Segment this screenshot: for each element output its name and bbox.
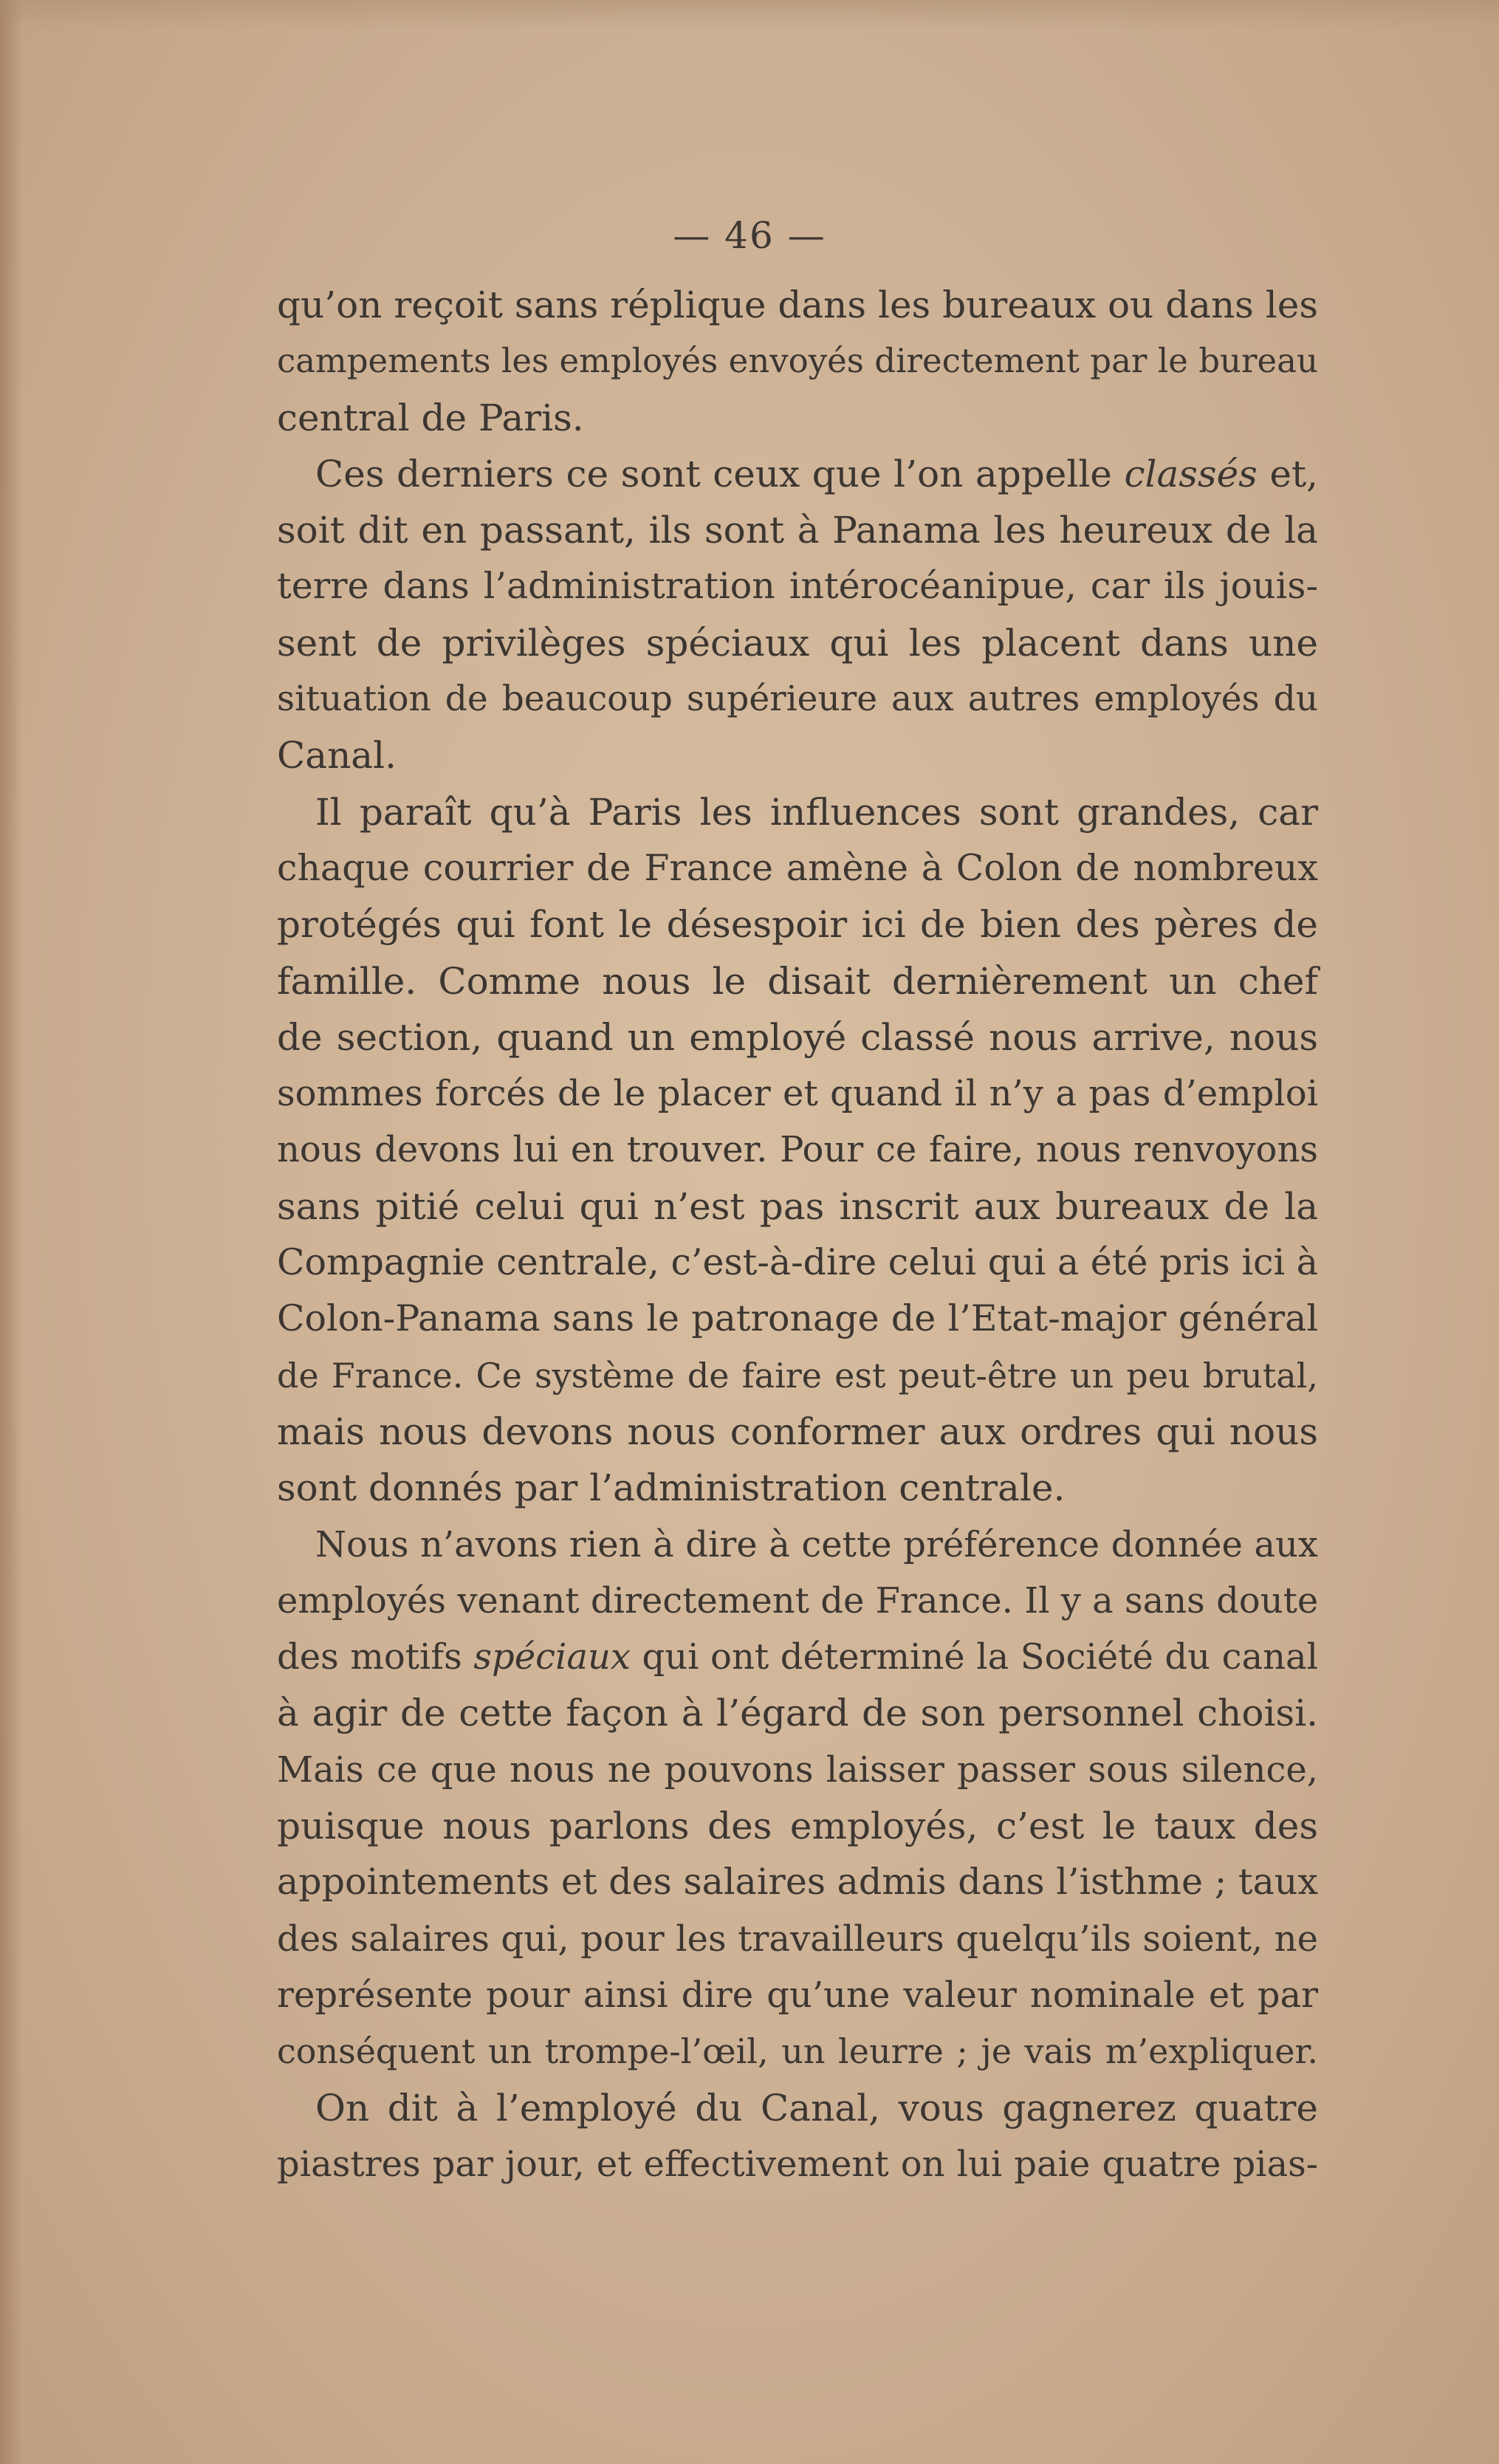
text-line: représente pour ainsi dire qu’une valeur nominale et par xyxy=(277,1974,1318,2016)
body-text xyxy=(277,277,1318,2192)
text-line: de France. Ce système de faire est peut-être un peu brutal, xyxy=(277,1355,1318,1396)
text-line: appointements et des salaires admis dans l’isthme ; taux xyxy=(277,1861,1318,1904)
text-line: qu’on reçoit sans réplique dans les bureaux ou dans les xyxy=(277,284,1318,326)
page-top-shadow xyxy=(0,0,1499,30)
text-segment: et, xyxy=(1257,452,1318,495)
page-edge-shadow xyxy=(0,0,22,2464)
page-number: — 46 — xyxy=(673,214,826,257)
text-line: Nous n’avons rien à dire à cette préférence donnée aux xyxy=(315,1523,1318,1565)
text-line: terre dans l’administration intérocéanipue, car ils jouis- xyxy=(277,565,1318,608)
text-line: sommes forcés de le placer et quand il n’y a pas d’emploi xyxy=(277,1073,1318,1115)
text-line: de section, quand un employé classé nous arrive, nous xyxy=(277,1015,1318,1059)
text-line: central de Paris. xyxy=(277,396,584,439)
text-line: des salaires qui, pour les travailleurs quelqu’ils soient, ne xyxy=(277,1918,1318,1960)
text-line: soit dit en passant, ils sont à Panama les heureux de la xyxy=(277,509,1318,552)
text-segment: Ces derniers ce sont ceux que l’on appelle xyxy=(315,452,1125,495)
text-line: Canal. xyxy=(277,734,397,778)
text-line: à agir de cette façon à l’égard de son personnel choisi. xyxy=(277,1692,1318,1735)
italic-word: spéciaux xyxy=(473,1636,631,1678)
text-segment: qui ont déterminé la Société du canal xyxy=(630,1636,1319,1678)
text-line: sans pitié celui qui n’est pas inscrit aux bureaux de la xyxy=(277,1184,1318,1228)
text-line: campements les employés envoyés directement par le bureau xyxy=(277,341,1318,381)
text-line: protégés qui font le désespoir ici de bien des pères de xyxy=(277,903,1318,947)
text-line: famille. Comme nous le disait dernièrement un chef xyxy=(277,959,1318,1003)
text-line xyxy=(277,446,1318,502)
text-line: Mais ce que nous ne pouvons laisser passer sous silence, xyxy=(277,1749,1318,1791)
text-line: sont donnés par l’administration centrale. xyxy=(277,1466,1066,1510)
text-line: Il paraît qu’à Paris les influences sont grandes, car xyxy=(315,790,1318,834)
text-line: chaque courrier de France amène à Colon de nombreux xyxy=(277,846,1318,889)
text-line: piastres par jour, et effectivement on lui paie quatre pias- xyxy=(277,2143,1318,2185)
text-line: sent de privilèges spéciaux qui les placent dans une xyxy=(277,621,1318,665)
text-line: situation de beaucoup supérieure aux autres employés du xyxy=(277,679,1318,720)
text-segment: des motifs xyxy=(277,1636,474,1678)
text-line xyxy=(277,1629,1318,1685)
text-line: mais nous devons nous conformer aux ordres qui nous xyxy=(277,1410,1318,1453)
text-line: Colon-Panama sans le patronage de l’Etat-major général xyxy=(277,1297,1318,1340)
text-line: On dit à l’employé du Canal, vous gagnerez quatre xyxy=(315,2086,1318,2130)
italic-word: classés xyxy=(1124,452,1258,495)
text-line: conséquent un trompe-l’œil, un leurre ; je vais m’expliquer. xyxy=(277,2031,1318,2072)
text-line: nous devons lui en trouver. Pour ce faire, nous renvoyons xyxy=(277,1129,1318,1171)
text-line: employés venant directement de France. Il y a sans doute xyxy=(277,1579,1319,1621)
text-line: Compagnie centrale, c’est-à-dire celui qui a été pris ici à xyxy=(277,1241,1318,1284)
text-line: puisque nous parlons des employés, c’est le taux des xyxy=(277,1805,1318,1848)
